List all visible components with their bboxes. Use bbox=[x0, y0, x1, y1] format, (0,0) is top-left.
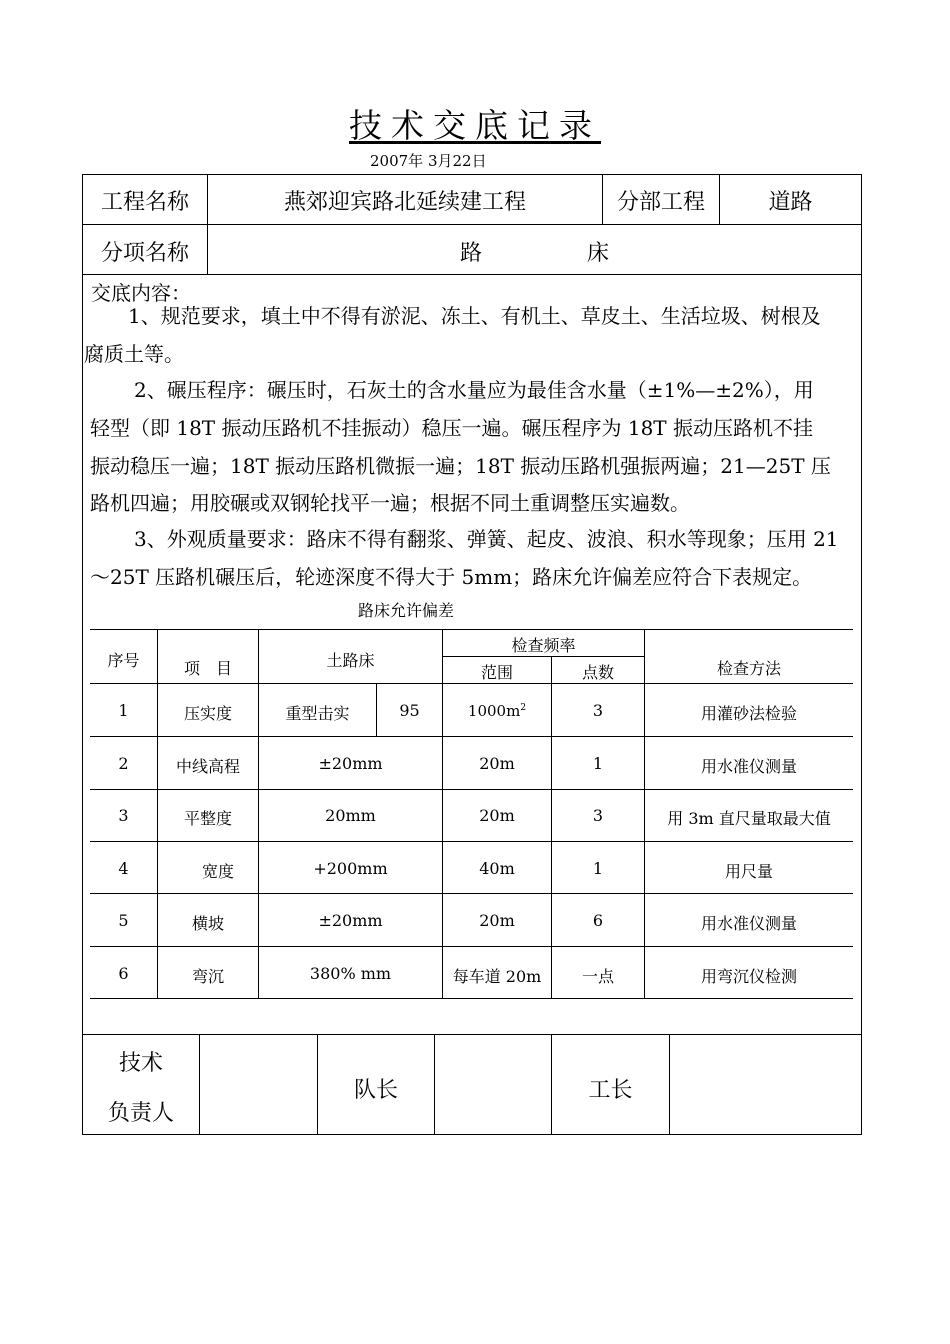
header-row-divider bbox=[82, 224, 862, 225]
row3-range: 20m bbox=[479, 806, 515, 825]
project-name-label: 工程名称 bbox=[100, 190, 189, 215]
content-line-5: 振动稳压一遍；18T 振动压路机微振一遍；18T 振动压路机强振两遍；21—25T 压 bbox=[90, 454, 831, 478]
row5-no: 5 bbox=[118, 911, 129, 930]
row1-subgrade-b: 95 bbox=[399, 701, 420, 720]
outer-border-right bbox=[861, 174, 862, 1135]
item-name-value-1: 路 bbox=[460, 241, 483, 266]
row6-range: 每车道 20m bbox=[452, 967, 542, 986]
row6-points: 一点 bbox=[581, 967, 614, 986]
row6-method: 用弯沉仪检测 bbox=[700, 967, 797, 986]
row5-method: 用水准仪测量 bbox=[700, 914, 797, 933]
row1-subgrade-a: 重型击实 bbox=[285, 704, 350, 723]
th-frequency: 检查频率 bbox=[511, 636, 576, 655]
row2-points: 1 bbox=[592, 754, 604, 773]
content-line-3: 2、碾压程序：碾压时，石灰土的含水量应为最佳含水量（±1%—±2%），用 bbox=[134, 378, 814, 402]
row6-item: 弯沉 bbox=[191, 967, 224, 986]
outer-border-left bbox=[82, 174, 83, 1135]
th-item: 项 目 bbox=[183, 659, 232, 678]
row4-item: 宽度 bbox=[201, 862, 234, 881]
row4-range: 40m bbox=[479, 859, 515, 878]
table-line-row1 bbox=[90, 736, 853, 737]
th-points: 点数 bbox=[581, 663, 614, 682]
row1-no: 1 bbox=[118, 701, 129, 720]
header-bottom-divider bbox=[82, 274, 862, 275]
th-range: 范围 bbox=[480, 663, 513, 682]
row4-points: 1 bbox=[592, 859, 604, 878]
row5-range: 20m bbox=[479, 911, 515, 930]
table-line-bottom bbox=[90, 998, 853, 999]
row2-value: ±20mm bbox=[318, 754, 383, 773]
table-line-top bbox=[90, 629, 853, 630]
row5-points: 6 bbox=[592, 911, 604, 930]
row2-method: 用水准仪测量 bbox=[700, 757, 797, 776]
division-label: 分部工程 bbox=[616, 190, 705, 215]
row3-value: 20mm bbox=[325, 806, 376, 825]
content-line-8: ～25T 压路机碾压后，轮迹深度不得大于 5mm；路床允许偏差应符合下表规定。 bbox=[90, 565, 813, 589]
content-label: 交底内容： bbox=[91, 281, 191, 305]
content-line-6: 路机四遍；用胶碾或双钢轮找平一遍；根据不同土重调整压实遍数。 bbox=[90, 491, 690, 515]
item-name-value-2: 床 bbox=[587, 241, 610, 266]
row6-no: 6 bbox=[118, 964, 129, 983]
row4-value: +200mm bbox=[313, 859, 388, 878]
table-line-header-bottom bbox=[90, 683, 853, 684]
row1-range: $1000m^2$ bbox=[467, 702, 527, 720]
item-name-label: 分项名称 bbox=[100, 241, 189, 266]
row4-no: 4 bbox=[118, 859, 129, 878]
tech-lead-label-2: 负责人 bbox=[107, 1101, 174, 1126]
project-name-value: 燕郊迎宾路北延续建工程 bbox=[283, 190, 526, 215]
table-line-row5 bbox=[90, 946, 853, 947]
row3-item: 平整度 bbox=[183, 809, 232, 828]
foreman-label: 工长 bbox=[588, 1078, 633, 1103]
table-line-row3 bbox=[90, 841, 853, 842]
table-caption: 路床允许偏差 bbox=[358, 601, 455, 620]
content-line-7: 3、外观质量要求：路床不得有翻浆、弹簧、起皮、波浪、积水等现象；压用 21 bbox=[134, 527, 839, 551]
row4-method: 用尺量 bbox=[724, 862, 773, 881]
row5-value: ±20mm bbox=[318, 911, 383, 930]
division-value: 道路 bbox=[768, 190, 813, 215]
row3-points: 3 bbox=[592, 806, 604, 825]
outer-border-top bbox=[82, 174, 862, 175]
document-date: 2007年 3月22日 bbox=[370, 152, 487, 170]
content-line-4: 轻型（即 18T 振动压路机不挂振动）稳压一遍。碾压程序为 18T 振动压路机不挂 bbox=[90, 416, 814, 440]
row2-item: 中线高程 bbox=[175, 757, 240, 776]
row1-points: 3 bbox=[592, 701, 604, 720]
row1-item: 压实度 bbox=[183, 704, 232, 723]
row2-range: 20m bbox=[479, 754, 515, 773]
captain-label: 队长 bbox=[353, 1078, 398, 1103]
th-method: 检查方法 bbox=[716, 659, 781, 678]
row5-item: 横坡 bbox=[191, 914, 224, 933]
signature-col-1 bbox=[199, 1034, 200, 1135]
row1-method: 用灌砂法检验 bbox=[700, 704, 797, 723]
table-line-subheader bbox=[443, 656, 644, 657]
th-no: 序号 bbox=[107, 651, 140, 670]
row3-method: 用 3m 直尺量取最大值 bbox=[667, 809, 831, 828]
signature-col-3 bbox=[434, 1034, 435, 1135]
content-line-1: 1、规范要求，填土中不得有淤泥、冻土、有机土、草皮土、生活垃圾、树根及 bbox=[128, 304, 821, 328]
th-subgrade: 土路床 bbox=[326, 651, 375, 670]
signature-col-5 bbox=[669, 1034, 670, 1135]
content-line-2: 腐质土等。 bbox=[84, 342, 184, 366]
tech-lead-label-1: 技术 bbox=[118, 1051, 163, 1076]
table-line-row4 bbox=[90, 893, 853, 894]
table-line-row2 bbox=[90, 789, 853, 790]
row3-no: 3 bbox=[118, 806, 129, 825]
row2-no: 2 bbox=[118, 754, 129, 773]
document-title: 技术交底记录 bbox=[349, 106, 601, 145]
row6-value: 380% mm bbox=[309, 964, 392, 983]
